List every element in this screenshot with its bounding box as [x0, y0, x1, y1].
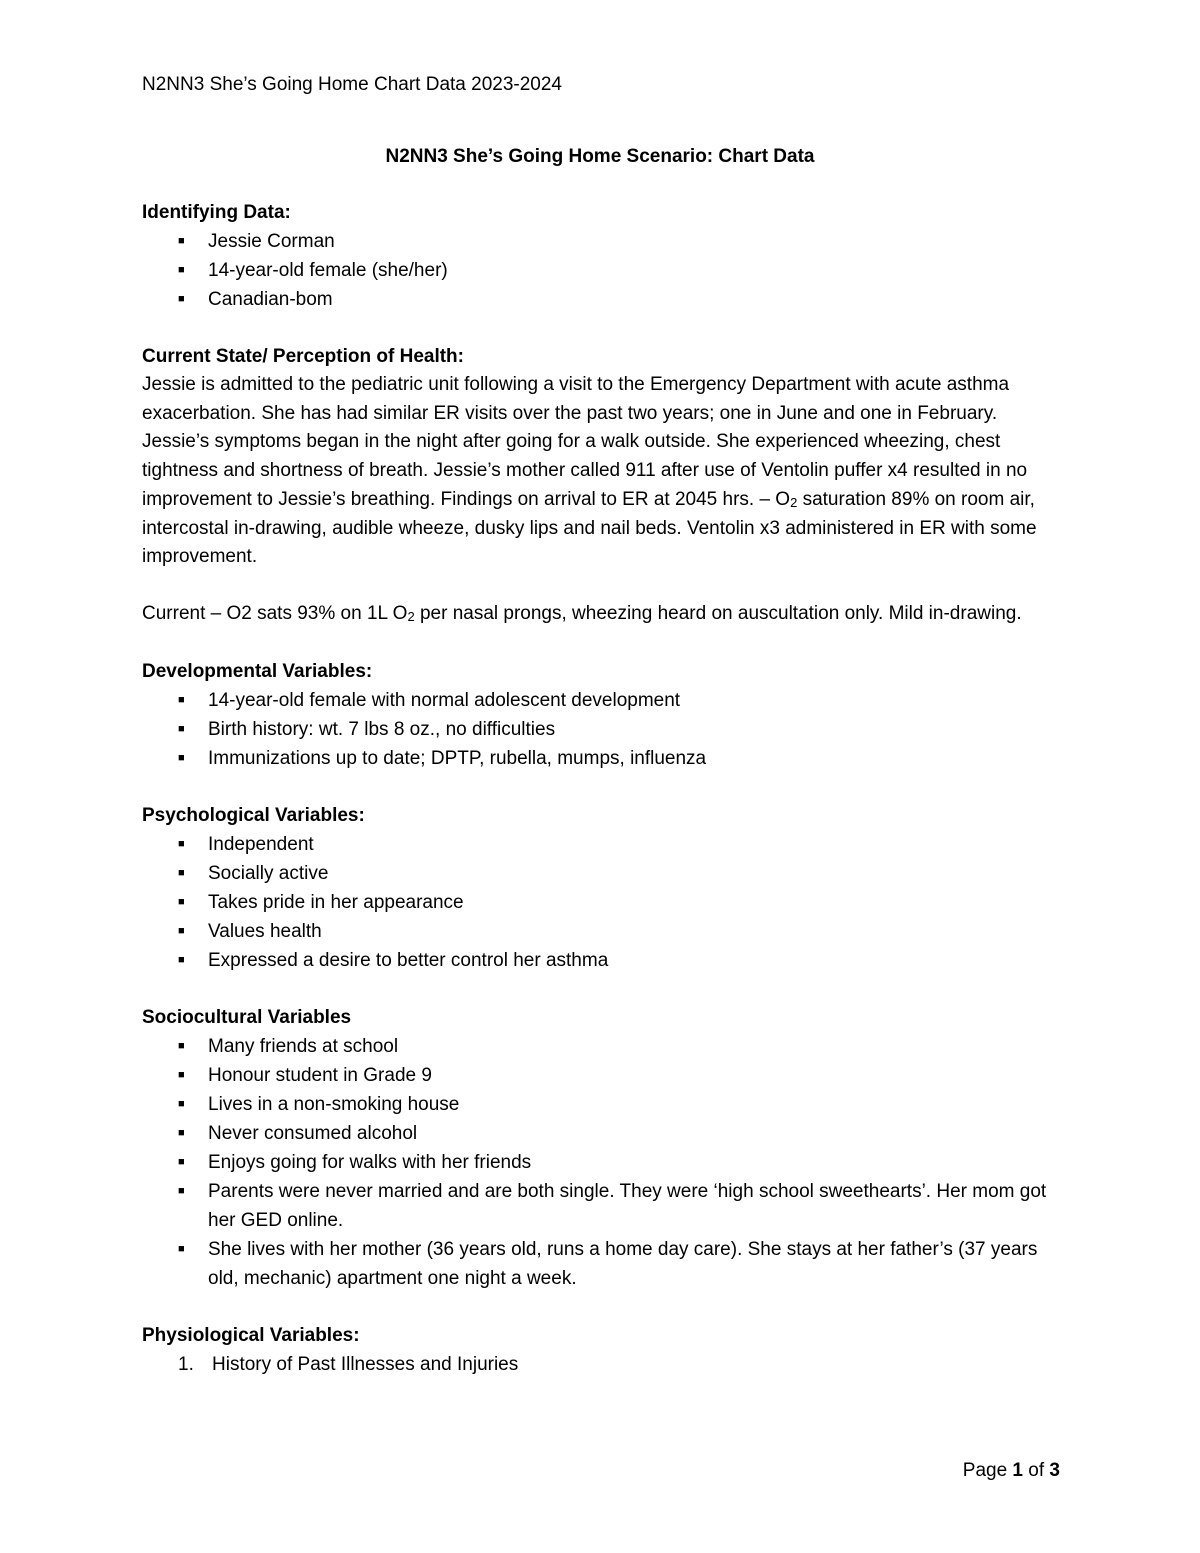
document-body	[142, 198, 1062, 1379]
list-item-text: Values health	[208, 920, 322, 942]
list-item-text: She lives with her mother (36 years old, runs a home day care). She stays at her father’s (37 years old, mechanic) apartment one night a week.	[208, 1238, 1038, 1289]
list-item	[142, 917, 1062, 946]
square-bullet-icon: ■	[178, 264, 185, 276]
square-bullet-icon: ■	[178, 866, 185, 879]
square-bullet-icon: ■	[178, 953, 185, 966]
square-bullet-icon: ■	[178, 895, 185, 908]
paragraph	[142, 600, 1062, 629]
square-bullet-icon: ■	[178, 751, 185, 764]
list-item	[142, 686, 1062, 715]
paragraph-text: per nasal prongs, wheezing heard on auscultation only. Mild in-drawing.	[414, 602, 1022, 624]
list-item	[142, 715, 1062, 744]
list-item	[142, 227, 1062, 256]
list-item	[142, 1090, 1062, 1119]
list-item	[142, 1119, 1062, 1148]
bullet-list	[142, 227, 1062, 314]
square-bullet-icon: ■	[178, 1039, 185, 1052]
developmental-variables-section	[142, 657, 1062, 773]
square-bullet-icon: ■	[178, 235, 185, 247]
list-item	[142, 946, 1062, 975]
square-bullet-icon: ■	[178, 722, 185, 735]
square-bullet-icon: ■	[178, 924, 185, 937]
list-item-text: Enjoys going for walks with her friends	[208, 1151, 532, 1173]
bullet-list	[142, 686, 1062, 773]
list-item	[142, 1061, 1062, 1090]
section-heading: Physiological Variables:	[142, 1324, 360, 1346]
paragraph-text: Current – O2 sats 93% on 1L O	[142, 602, 408, 624]
list-item-text: Socially active	[208, 862, 329, 884]
subscript: 2	[407, 608, 415, 624]
list-item	[142, 888, 1062, 917]
list-item-text: 14-year-old female (she/her)	[208, 260, 448, 281]
paragraph-text: saturation 89% on room air, intercostal in-drawing, audible wheeze, dusky lips and nail beds. Ventolin x3 administered in ER with some improvement.	[142, 488, 1037, 568]
list-item	[142, 859, 1062, 888]
of-label: of	[1028, 1460, 1045, 1481]
sociocultural-variables-section	[142, 1003, 1062, 1293]
paragraph	[142, 371, 1062, 572]
square-bullet-icon: ■	[178, 837, 185, 850]
paragraph-text: Jessie is admitted to the pediatric unit following a visit to the Emergency Department with acute asthma exacerbation. She has had similar ER visits over the past two years; one in June and one in February. Jessie’s symptoms began in the night after going for a walk outside. She experienced wheezing, chest tightness and shortness of breath. Jessie’s mother called 911 after use of Ventolin puffer x4 resulted in no improvement to Jessie’s breathing. Findings on arrival to ER at 2045 hrs. – O	[142, 374, 1028, 510]
bullet-list	[142, 830, 1062, 975]
section-heading: Identifying Data:	[142, 202, 291, 223]
list-item	[142, 830, 1062, 859]
physiological-variables-section	[142, 1321, 1062, 1379]
section-heading: Psychological Variables:	[142, 804, 365, 826]
numbered-list	[142, 1350, 1062, 1379]
list-item	[142, 1350, 1062, 1379]
list-item-text: Takes pride in her appearance	[208, 891, 464, 913]
list-item-text: Honour student in Grade 9	[208, 1064, 432, 1086]
list-item-text: Parents were never married and are both single. They were ‘high school sweethearts’. Her mom got her GED online.	[208, 1180, 1047, 1231]
list-item-text: Birth history: wt. 7 lbs 8 oz., no difficulties	[208, 718, 556, 740]
current-state-section	[142, 342, 1062, 629]
list-item-text: Independent	[208, 833, 314, 855]
identifying-data-section	[142, 198, 1062, 314]
list-item-text: Canadian-bom	[208, 289, 333, 310]
list-item	[142, 1148, 1062, 1177]
list-item-text: 14-year-old female with normal adolescent development	[208, 689, 681, 711]
square-bullet-icon: ■	[178, 1155, 185, 1168]
list-item	[142, 1177, 1062, 1235]
subscript: 2	[790, 494, 798, 510]
page-label: Page	[962, 1460, 1008, 1481]
square-bullet-icon: ■	[178, 293, 185, 305]
section-heading: Sociocultural Variables	[142, 1006, 352, 1028]
list-item-text: Jessie Corman	[208, 231, 335, 252]
square-bullet-icon: ■	[178, 693, 185, 706]
list-item-text: Lives in a non-smoking house	[208, 1093, 460, 1115]
square-bullet-icon: ■	[178, 1242, 185, 1255]
document-title: N2NN3 She’s Going Home Scenario: Chart Data	[385, 146, 815, 167]
section-heading: Developmental Variables:	[142, 660, 373, 682]
bullet-list	[142, 1032, 1062, 1293]
list-item-text: Never consumed alcohol	[208, 1122, 418, 1144]
page-number: 1	[1012, 1460, 1023, 1481]
list-item	[142, 744, 1062, 773]
section-heading: Current State/ Perception of Health:	[142, 346, 464, 367]
list-number: 1.	[178, 1353, 194, 1375]
square-bullet-icon: ■	[178, 1097, 185, 1110]
total-pages: 3	[1049, 1460, 1060, 1481]
list-item	[142, 285, 1062, 314]
list-item-text: History of Past Illnesses and Injuries	[212, 1353, 519, 1375]
psychological-variables-section	[142, 801, 1062, 975]
page-footer	[963, 1457, 1060, 1485]
list-item-text: Many friends at school	[208, 1035, 399, 1057]
list-item-text: Expressed a desire to better control her asthma	[208, 949, 609, 971]
square-bullet-icon: ■	[178, 1184, 185, 1197]
list-item-text: Immunizations up to date; DPTP, rubella, mumps, influenza	[208, 747, 707, 769]
square-bullet-icon: ■	[178, 1068, 185, 1081]
list-item	[142, 1032, 1062, 1061]
square-bullet-icon: ■	[178, 1126, 185, 1139]
list-item	[142, 1235, 1062, 1293]
page-header: N2NN3 She’s Going Home Chart Data 2023-2024	[142, 74, 562, 95]
list-item	[142, 256, 1062, 285]
